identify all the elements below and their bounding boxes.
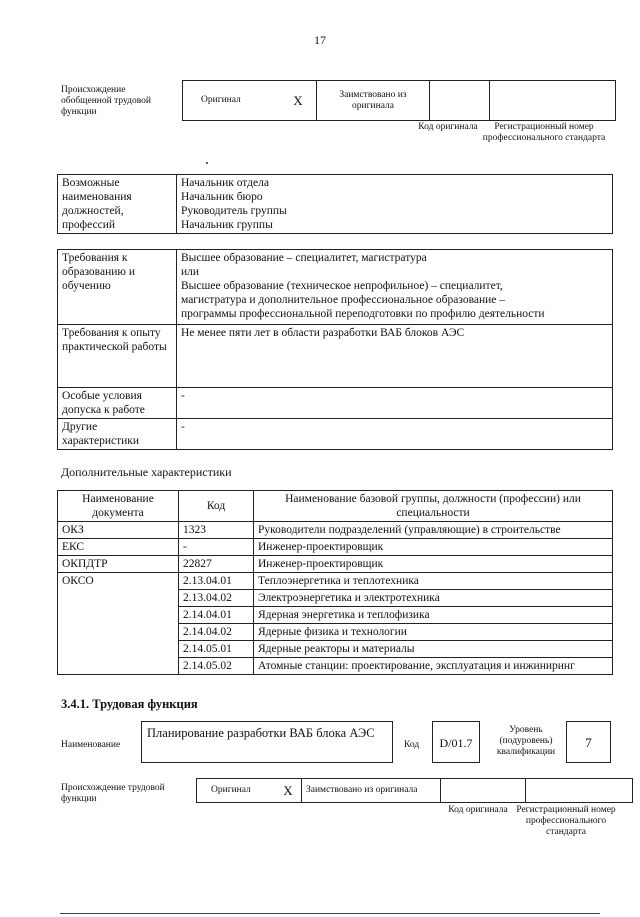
additional-table [57,490,613,675]
position-item: Начальник отдела [181,177,269,189]
origin2-original: Оригинал [197,779,276,803]
row-name: Атомные станции: проектирование, эксплуатация и инжиниринг [254,658,613,675]
row-name: Ядерные реакторы и материалы [254,641,613,658]
origin2-code-cell [441,779,526,803]
table-row [58,556,613,573]
experience-value: Не менее пяти лет в области разработки ВАБ блоков АЭС [177,325,613,388]
row-code: 2.14.05.01 [179,641,254,658]
row-code: 2.14.04.01 [179,607,254,624]
position-item: Руководитель группы [181,205,287,217]
lf-level-label: Уровень (подуровень) квалификации [496,725,556,757]
origin2-label: Происхождение трудовой функции [61,783,165,804]
row-code: 2.14.05.02 [179,658,254,675]
row-name: Теплоэнергетика и теплотехника [254,573,613,590]
labor-function-title: 3.4.1. Трудовая функция [61,697,198,711]
origin2-borrowed: Заимствовано из оригинала [302,779,441,803]
code2-caption: Код оригинала [448,805,508,815]
row-doc: ОКСО [58,573,179,675]
row-doc: ОКПДТР [58,556,179,573]
table-row [58,573,613,590]
positions-list [177,175,613,234]
table-row [58,522,613,539]
header-doc: Наименование документа [58,491,179,522]
special-value: - [177,388,613,419]
header-name: Наименование базовой группы, должности (профессии) или специальности [254,491,613,522]
origin2-reg-cell [526,779,633,803]
experience-label: Требования к опыту практической работы [58,325,177,388]
row-name: Инженер-проектировщик [254,556,613,573]
code-caption: Код оригинала [418,122,478,132]
education-line: Высшее образование – специалитет, магистратура [181,252,427,264]
special-label: Особые условия допуска к работе [58,388,177,419]
row-name: Электроэнергетика и электротехника [254,590,613,607]
education-line: программы профессиональной переподготовки по профилю деятельности [181,308,545,320]
education-label: Требования к образованию и обучению [58,250,177,325]
origin-reg-cell [490,81,616,121]
table-row [58,539,613,556]
row-name: Ядерные физика и технологии [254,624,613,641]
row-code: 2.14.04.02 [179,624,254,641]
education-value [177,250,613,325]
origin-borrowed: Заимствовано из оригинала [317,81,430,121]
requirements-table [57,249,613,450]
row-doc: ЕКС [58,539,179,556]
reg2-caption: Регистрационный номер профессионального стандарта [516,805,616,837]
positions-label: Возможные наименования должностей, профессий [58,175,177,234]
row-name: Инженер-проектировщик [254,539,613,556]
row-doc: ОКЗ [58,522,179,539]
lf-code-label: Код [404,740,420,750]
additional-title: Дополнительные характеристики [61,465,232,479]
origin2-mark: X [275,779,302,803]
position-item: Начальник бюро [181,191,263,203]
origin-code-cell [430,81,490,121]
lf-code-value: D/01.7 [432,721,480,763]
origin-label: Происхождение обобщенной трудовой функции [61,85,151,117]
row-code: 22827 [179,556,254,573]
row-name: Ядерная энергетика и теплофизика [254,607,613,624]
lf-name-value: Планирование разработки ВАБ блока АЭС [141,721,393,763]
row-code: - [179,539,254,556]
row-code: 2.13.04.02 [179,590,254,607]
lf-name-label: Наименование [61,740,121,750]
other-value: - [177,419,613,450]
header-code: Код [179,491,254,522]
origin-original: Оригинал [183,81,281,121]
education-line: или [181,266,200,278]
origin-mark: X [280,81,317,121]
education-line: магистратура и дополнительное профессиональное образование – [181,294,505,306]
education-line: Высшее образование (техническое непрофильное) – специалитет, [181,280,503,292]
lf-level-value: 7 [566,721,611,763]
bottom-divider [60,913,600,914]
position-item: Начальник группы [181,219,273,231]
row-code: 1323 [179,522,254,539]
row-code: 2.13.04.01 [179,573,254,590]
origin2-table [196,778,633,803]
row-name: Руководители подразделений (управляющие) в строительстве [254,522,613,539]
page-number: 17 [314,33,326,47]
other-label: Другие характеристики [58,419,177,450]
dot-mark [206,162,208,164]
origin-table [182,80,616,121]
positions-table [57,174,613,234]
reg-caption: Регистрационный номер профессионального стандарта [482,122,606,143]
